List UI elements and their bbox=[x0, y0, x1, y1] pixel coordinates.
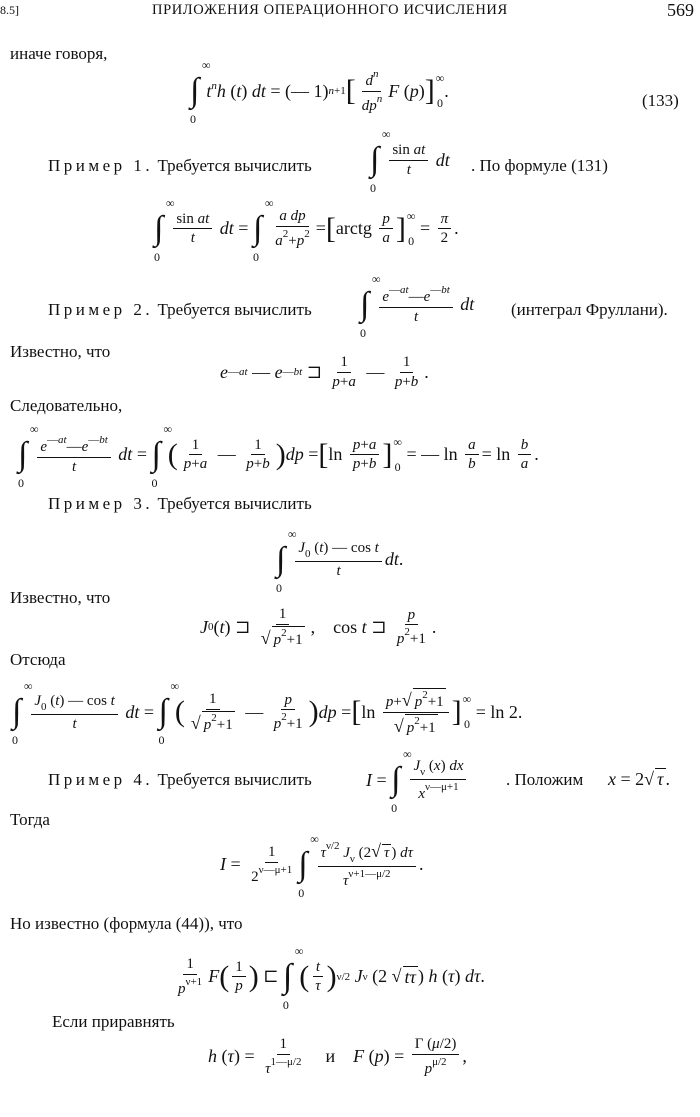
inline-formula: I = ∫ ∞ 0 $\frac{J_\nu (x) dx}{x^{\nu—\mu+1}}$ bbox=[366, 758, 469, 803]
paragraph-text: Отсюда bbox=[10, 650, 66, 669]
paragraph-text: . Положим bbox=[506, 770, 584, 789]
formula: I = $\frac{1}{2^{\nu—\mu+1}}$ ∫ ∞ 0 $\frac{\tau^{\nu/2} J_\nu (2√ \tau ) d\tau}{\tau^{\nu+1—\mu/2}}$ . bbox=[220, 831, 424, 900]
example-heading: Пример 1. Требуется вычислить bbox=[48, 156, 312, 175]
example-heading: Пример 3. Требуется вычислить bbox=[48, 494, 312, 513]
equation-number: (133) bbox=[642, 91, 679, 110]
formula: h ( τ ) = $\frac{1}{\tau^{1—\mu/2}}$ и F ( p ) = $\frac{\Gamma (\mu/2)}{p^{\mu/2}}$ , bbox=[208, 1036, 467, 1077]
paragraph-text: иначе говоря, bbox=[10, 44, 108, 63]
paragraph-text: Следовательно, bbox=[10, 396, 123, 415]
example-heading: Пример 2. Требуется вычислить bbox=[48, 300, 312, 319]
inline-formula: ∫ ∞ 0 $\frac{e^{—at}—e^{—bt}}{t}$ dt bbox=[360, 271, 475, 340]
formula: ∫ ∞ 0 $\frac{\text{sin at}}{t}$ dt = ∫ ∞ 0 $\frac{\text{a dp}}{a^2+p^2}$ = [ arctg $\frac{p}{a}$ ] ∞ 0 = $\frac{\pi}{2}$ . bbox=[154, 195, 459, 264]
paragraph-text: Известно, что bbox=[10, 342, 111, 361]
formula: J 0 ( t ) ⊐ $\frac{1}{√ p^2+1}$ , cos t ⊐ $\frac{p}{p^2+1}$ . bbox=[200, 606, 437, 648]
paragraph-text: (интеграл Фруллани). bbox=[511, 300, 668, 319]
running-header bbox=[0, 0, 700, 26]
paragraph-text: Известно, что bbox=[10, 588, 111, 607]
conjunction: и bbox=[325, 1046, 336, 1066]
running-title: ПРИЛОЖЕНИЯ ОПЕРАЦИОННОГО ИСЧИСЛЕНИЯ bbox=[152, 2, 508, 18]
example-heading: Пример 4. Требуется вычислить bbox=[48, 770, 312, 789]
inline-formula: ∫ ∞ 0 $\frac{\text{sin at}}{t}$ dt bbox=[370, 127, 450, 195]
formula: ∫ ∞ 0 $\frac{e^{—at}—e^{—bt}}{t}$ dt = ∫ ∞ 0 ( $\frac{1}{p+a}$ — $\frac{1}{p+b}$ ) dp = [ ln $\frac{p+a}{p+b}$ ] ∞ 0 = — ln $\frac{a}{b}$ = ln $\frac{b}{a}$ . bbox=[18, 421, 539, 490]
formula: ∫ ∞ 0 $\frac{J_0 (t) — \cos t}{t}$ dt = ∫ ∞ 0 ( $\frac{1}{√ p^2+1}$ — $\frac{p}{p^2+1}$ ) dp = [ ln $\frac{p+√ p^2+1}{√ p^2+1}$ ] ∞ 0 = ln 2. bbox=[12, 679, 523, 748]
paragraph-text: Тогда bbox=[10, 810, 50, 829]
paragraph-text: . По формуле (131) bbox=[471, 156, 608, 175]
formula-133: ∫ ∞ 0 $t^nh$ ( t ) dt = (— 1) n+1 [ $\frac{d^n}{dp^n}$ F ( p ) ] ∞ 0 . bbox=[190, 58, 449, 126]
inline-formula: x = 2 √ τ . bbox=[608, 768, 670, 789]
formula: ∫ ∞ 0 $\frac{J_0 (t) — \cos t}{t}$ dt . bbox=[276, 526, 404, 595]
formula: $\frac{1}{p^{\nu+1}}$ F ( $\frac{1}{p}$ ) ⊏ ∫ ∞ 0 ( $\frac{t}{\tau}$ ) ν/2 J ν (2 √ tτ ) h ( τ ) dτ . bbox=[178, 943, 485, 1012]
page-number: 569 bbox=[667, 0, 694, 20]
formula: e —at — e —bt ⊐ $\frac{1}{p+a}$ — $\frac{1}{p+b}$ . bbox=[220, 354, 429, 390]
paragraph-text: Если приравнять bbox=[52, 1012, 175, 1031]
section-ref: 8.5] bbox=[0, 3, 19, 17]
paragraph-text: Но известно (формула (44)), что bbox=[10, 914, 243, 933]
